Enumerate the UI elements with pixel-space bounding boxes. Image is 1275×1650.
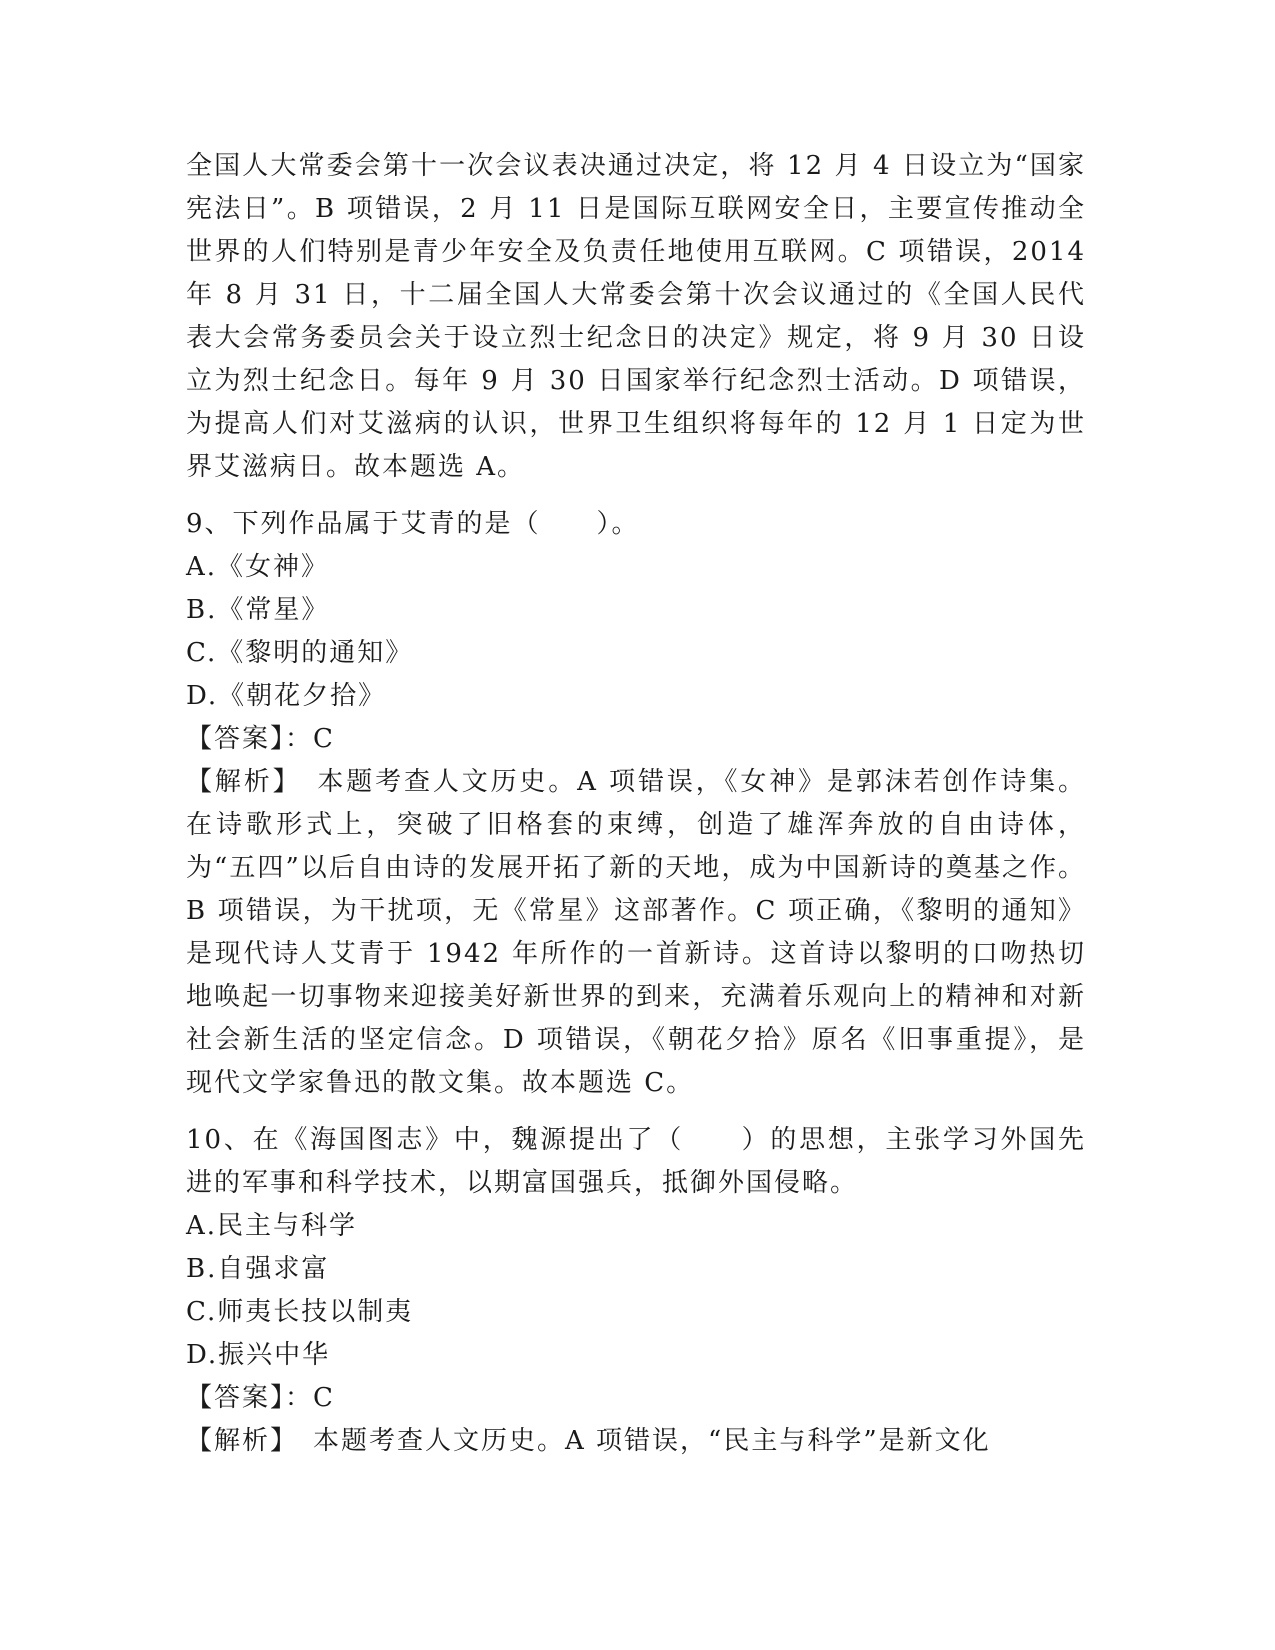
question-9 [186,503,1086,1105]
analysis-paragraph: 【解析】 本题考查人文历史。A 项错误，“民主与科学”是新文化 [186,1426,991,1456]
spacer [186,1105,1086,1119]
option-a: A.《女神》 [186,552,330,582]
option-b: B.《常星》 [186,595,330,625]
option-d: D.振兴中华 [186,1340,331,1370]
option-c: C.《黎明的通知》 [186,638,414,668]
question-stem: 9、下列作品属于艾青的是（ ）。 [186,509,640,539]
option-d: D.《朝花夕拾》 [186,681,387,711]
answer-line: 【答案】：C [186,724,335,754]
answer-line: 【答案】：C [186,1383,335,1413]
analysis-paragraph: 【解析】 本题考查人文历史。A 项错误，《女神》是郭沫若创作诗集。在诗歌形式上，突破了旧格套的束缚，创造了雄浑奔放的自由诗体，为“五四”以后自由诗的发展开拓了新的天地，成为中国新诗的奠基之作。B 项错误，为干扰项，无《常星》这部著作。C 项正确，《黎明的通知》是现代诗人艾青于 1942 年所作的一首新诗。这首诗以黎明的口吻热切地唤起一切事物来迎接美好新世界的到来，充满着乐观向上的精神和对新社会新生活的坚定信念。D 项错误，《朝花夕拾》原名《旧事重提》，是现代文学家鲁迅的散文集。故本题选 C。 [186,767,1086,1098]
option-b: B.自强求富 [186,1254,330,1284]
spacer [186,489,1086,503]
option-a: A.民主与科学 [186,1211,358,1241]
question-stem: 10、在《海国图志》中，魏源提出了（ ）的思想，主张学习外国先进的军事和科学技术，以期富国强兵，抵御外国侵略。 [186,1125,1086,1198]
question-10 [186,1119,1086,1463]
document-page [186,145,1086,1463]
previous-analysis-continuation: 全国人大常委会第十一次会议表决通过决定，将 12 月 4 日设立为“国家宪法日”。B 项错误，2 月 11 日是国际互联网安全日，主要宣传推动全世界的人们特别是青少年安全及负责任地使用互联网。C 项错误，2014 年 8 月 31 日，十二届全国人大常委会第十次会议通过的《全国人民代表大会常务委员会关于设立烈士纪念日的决定》规定，将 9 月 30 日设立为烈士纪念日。每年 9 月 30 日国家举行纪念烈士活动。D 项错误，为提高人们对艾滋病的认识，世界卫生组织将每年的 12 月 1 日定为世界艾滋病日。故本题选 A。 [186,151,1086,482]
option-c: C.师夷长技以制夷 [186,1297,414,1327]
